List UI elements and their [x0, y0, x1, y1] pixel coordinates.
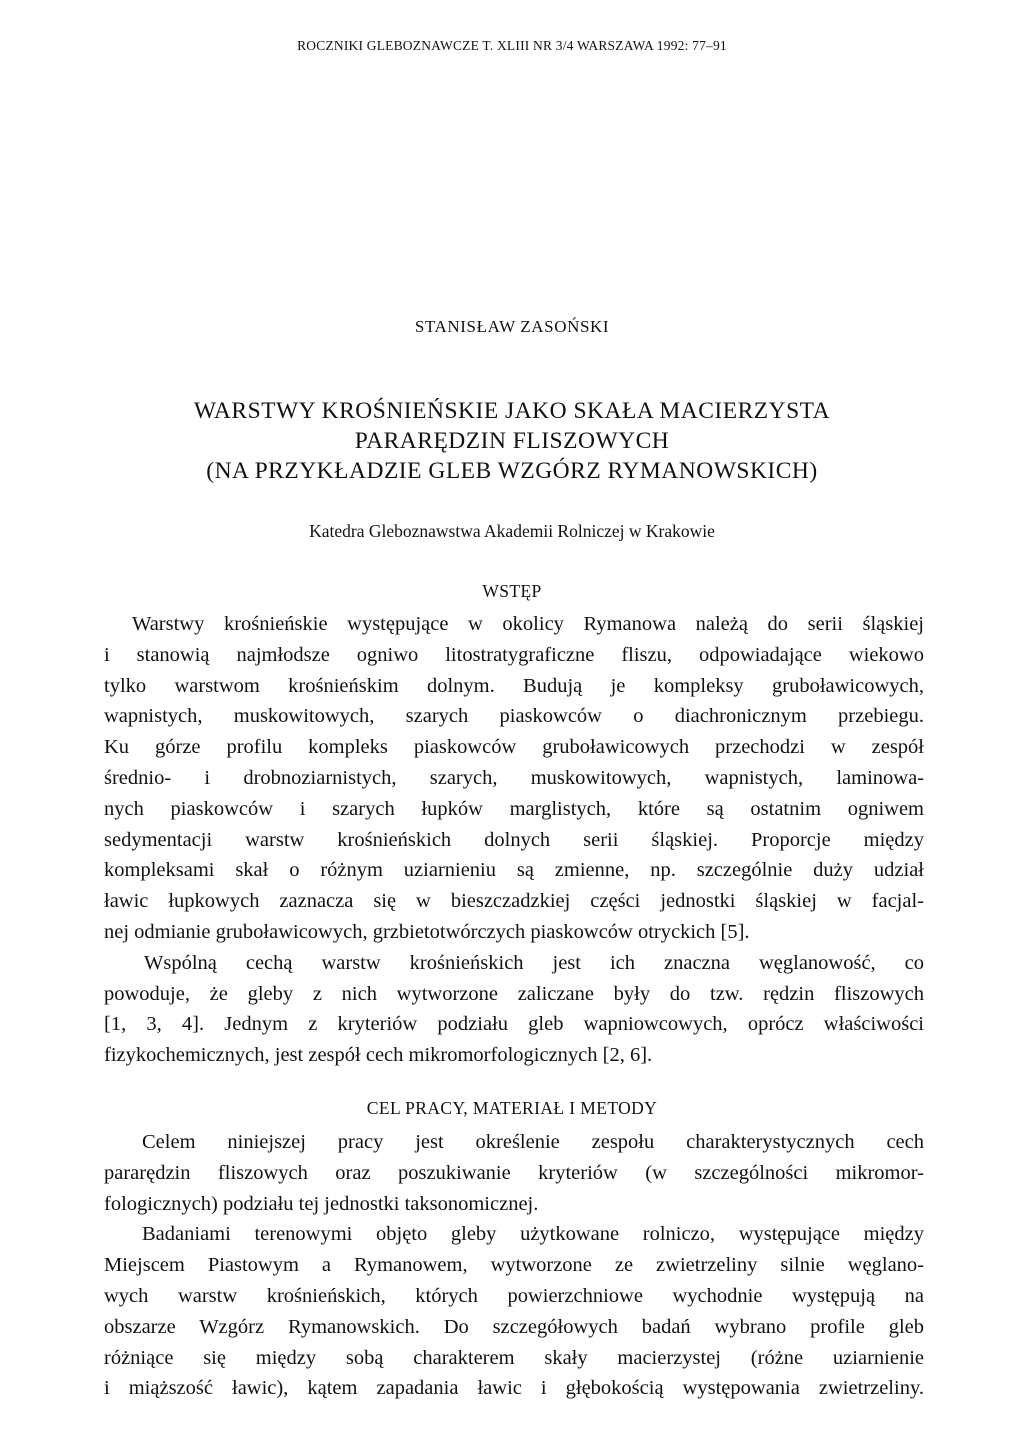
text-line: wych warstw krośnieńskich, których powierzchniowe wychodnie występują na	[104, 1284, 924, 1307]
text-line: Miejscem Piastowym a Rymanowem, wytworzone ze zwietrzeliny silnie węglano-	[104, 1254, 924, 1277]
text-line: Celem niniejszej pracy jest określenie zespołu charakterystycznych cech	[142, 1131, 924, 1153]
text-line: Ku górze profilu kompleks piaskowców gruboławicowych przechodzi w zespół	[104, 736, 924, 759]
section-heading-introduction: WSTĘP	[482, 581, 542, 601]
author-name: STANISŁAW ZASOŃSKI	[414, 317, 610, 336]
title-line: WARSTWY KROŚNIEŃSKIE JAKO SKAŁA MACIERZYSTA	[193, 398, 831, 424]
text-line: ławic łupkowych zaznacza się w bieszczadzkiej części jednostki śląskiej w facjal-	[104, 890, 924, 913]
text-line: obszarze Wzgórz Rymanowskich. Do szczegółowych badań wybrano profile gleb	[104, 1315, 924, 1338]
text-line: powoduje, że gleby z nich wytworzone zaliczane były do tzw. rędzin fliszowych	[104, 982, 924, 1005]
title-line: (NA PRZYKŁADZIE GLEB WZGÓRZ RYMANOWSKICH)	[206, 458, 818, 484]
text-line: Badaniami terenowymi objęto gleby użytkowane rolniczo, występujące między	[142, 1223, 924, 1246]
affiliation: Katedra Gleboznawstwa Akademii Rolniczej w Krakowie	[309, 521, 715, 541]
text-line: Warstwy krośnieńskie występujące w okolicy Rymanowa należą do serii śląskiej	[132, 613, 924, 635]
article-title	[0, 396, 1024, 486]
aims-methods-text	[104, 1127, 924, 1404]
text-line: [1, 3, 4]. Jednym z kryteriów podziału gleb wapniowcowych, oprócz właściwości	[104, 1013, 924, 1036]
text-line: tylko warstwom krośnieńskim dolnym. Budują je kompleksy gruboławicowych,	[104, 674, 924, 697]
text-line: i miąższość ławic), kątem zapadania ławic i głębokością występowania zwietrzeliny.	[104, 1377, 924, 1400]
text-line: nych piaskowców i szarych łupków marglistych, które są ostatnim ogniwem	[104, 797, 924, 820]
section-heading-aims-methods: CEL PRACY, MATERIAŁ I METODY	[366, 1098, 658, 1118]
text-line: średnio- i drobnoziarnistych, szarych, muskowitowych, wapnistych, laminowa-	[104, 766, 924, 789]
text-line: fologicznych) podziału tej jednostki taksonomicznej.	[104, 1192, 539, 1215]
text-line: kompleksami skał o różnym uziarnieniu są zmienne, np. szczególnie duży udział	[104, 859, 924, 882]
text-line: pararędzin fliszowych oraz poszukiwanie kryteriów (w szczególności mikromor-	[104, 1161, 924, 1184]
text-line: fizykochemicznych, jest zespół cech mikromorfologicznych [2, 6].	[104, 1044, 653, 1067]
text-line: Wspólną cechą warstw krośnieńskich jest ich znaczna węglanowość, co	[144, 951, 924, 974]
title-line: PARARĘDZIN FLISZOWYCH	[354, 428, 670, 454]
text-line: sedymentacji warstw krośnieńskich dolnych serii śląskiej. Proporcje między	[104, 828, 924, 851]
text-line: różniące się między sobą charakterem skały macierzystej (różne uziarnienie	[104, 1346, 924, 1369]
text-line: wapnistych, muskowitowych, szarych piaskowców o diachronicznym przebiegu.	[104, 705, 924, 728]
text-line: nej odmianie gruboławicowych, grzbietotwórczych piaskowców otryckich [5].	[104, 920, 750, 943]
running-header: ROCZNIKI GLEBOZNAWCZE T. XLIII NR 3/4 WARSZAWA 1992: 77–91	[297, 38, 727, 53]
text-line: i stanowią najmłodsze ogniwo litostratygraficzne fliszu, odpowiadające wiekowo	[104, 643, 924, 666]
introduction-text	[104, 609, 924, 1071]
